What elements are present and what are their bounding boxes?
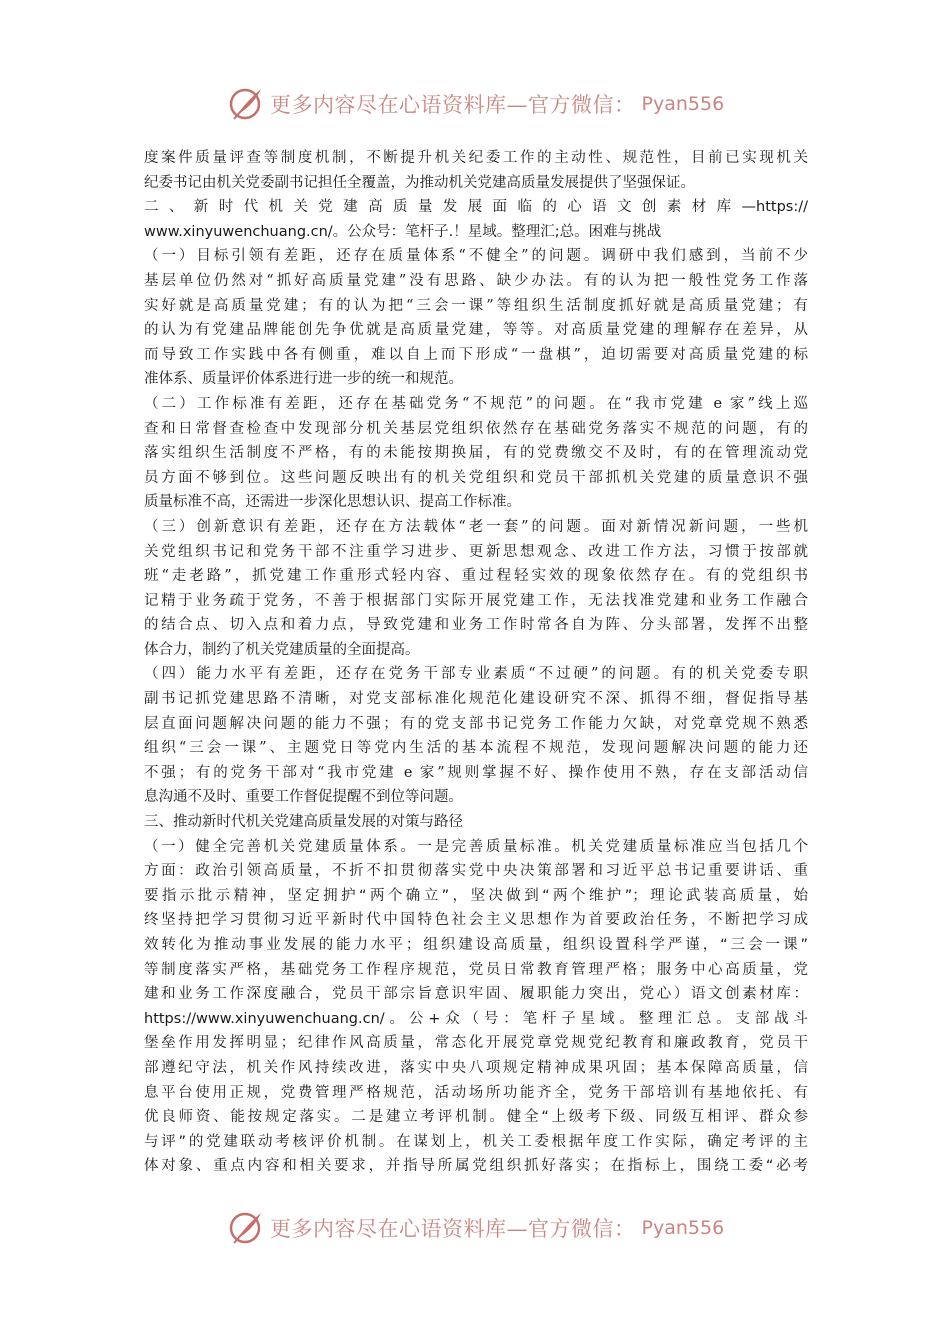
text-line: 的认为有党建品牌能创先争优就是高质量党建，等等。对高质量党建的理解存在差异，从 xyxy=(144,322,808,339)
watermark-text: 更多内容尽在心语资料库—官方微信： xyxy=(270,93,636,117)
text-line: 部遵纪守法，机关作风持续改进，落实中央八项规定精神成果巩固；基本保障高质量，信 xyxy=(144,1059,808,1076)
text-line: 层直面问题解决问题的能力不强；有的党支部书记党务工作能力欠缺，对党章党规不熟悉 xyxy=(144,715,808,732)
text-line: 记精于业务疏于党务，不善于根据部门实际开展党建工作，无法找准党建和业务工作融合 xyxy=(144,592,808,609)
header-watermark xyxy=(228,84,724,124)
text-line: 建和业务工作深度融合，党员干部宗旨意识牢固、履职能力突出，党心）语文创素材库： xyxy=(144,986,808,1003)
text-line: （四）能力水平有差距，还存在党务干部专业素质“不过硬”的问题。有的机关党委专职 xyxy=(144,666,808,683)
quill-logo-icon xyxy=(228,86,264,122)
text-line: 准体系、质量评价体系进行进一步的统一和规范。 xyxy=(144,371,463,388)
text-line: 班“走老路”，抓党建工作重形式轻内容、重过程轻实效的现象依然存在。有的党组织书 xyxy=(144,568,808,585)
text-line: 方面：政治引领高质量，不折不扣贯彻落实党中央决策部署和习近平总书记重要讲话、重 xyxy=(144,863,808,880)
section-heading: 三、推动新时代机关党建高质量发展的对策与路径 xyxy=(144,814,463,831)
text-line: （二）工作标准有差距，还存在基础党务“不规范”的问题。在“我市党建 e 家”线上巡 xyxy=(144,395,808,412)
text-line: （三）创新意识有差距，还存在方法载体“老一套”的问题。面对新情况新问题，一些机 xyxy=(144,518,808,535)
text-line: 组织“三会一课”、主题党日等党内生活的基本流程不规范，发现问题解决问题的能力还 xyxy=(144,740,808,757)
text-line: 质量标准不高，还需进一步深化思想认识、提高工作标准。 xyxy=(144,494,521,511)
text-line: 终坚持把学习贯彻习近平新时代中国特色社会主义思想作为首要政治任务，不断把学习成 xyxy=(144,912,808,929)
footer-watermark xyxy=(228,1208,724,1248)
watermark-wechat-id: Pyan556 xyxy=(641,1217,725,1239)
text-line: 度案件质量评查等制度机制，不断提升机关纪委工作的主动性、规范性，目前已实现机关 xyxy=(144,150,808,166)
text-line: 与评”的党建联动考核评价机制。在谋划上，机关工委根据年度工作实际，确定考评的主 xyxy=(144,1133,808,1150)
text-line: （一）健全完善机关党建质量体系。一是完善质量标准。机关党建质量标准应当包括几个 xyxy=(144,838,808,855)
text-line: 堡垒作用发挥明显；纪律作风高质量，常态化开展党章党规党纪教育和廉政教育，党员干 xyxy=(144,1035,808,1052)
text-line: https://www.xinyuwenchuang.cn/。公+众（号：笔杆子星域。整理汇总。支部战斗 xyxy=(144,1010,808,1027)
text-line: 落实组织生活制度不严格，有的未能按期换届，有的党费缴交不及时，有的在管理流动党 xyxy=(144,445,808,462)
text-line: 体对象、重点内容和相关要求，并指导所属党组织抓好落实；在指标上，围绕工委“必考 xyxy=(144,1158,808,1175)
text-line: 优良师资、能按规定落实。二是建立考评机制。健全“上级考下级、同级互相评、群众参 xyxy=(144,1109,808,1126)
text-line: 纪委书记由机关党委副书记担任全覆盖，为推动机关党建高质量发展提供了坚强保证。 xyxy=(144,174,695,191)
text-line: 基层单位仍然对“抓好高质量党建”没有思路、缺少办法。有的认为把一般性党务工作落 xyxy=(144,272,808,289)
text-line: 不强；有的党务干部对“我市党建 e 家”规则掌握不好、操作使用不熟，存在支部活动信 xyxy=(144,764,808,781)
text-line: （一）目标引领有差距，还存在质量体系“不健全”的问题。调研中我们感到，当前不少 xyxy=(144,248,808,265)
text-line: 等制度落实严格，基础党务工作程序规范，党员日常教育管理严格；服务中心高质量，党 xyxy=(144,961,808,978)
text-line: 副书记抓党建思路不清晰，对党支部标准化规范化建设研究不深、抓得不细，督促指导基 xyxy=(144,691,808,708)
text-line: 息平台使用正规，党费管理严格规范，活动场所功能齐全，党务干部培训有基地依托、有 xyxy=(144,1084,808,1101)
text-line: 关党组织书记和党务干部不注重学习进步、更新思想观念、改进工作方法，习惯于按部就 xyxy=(144,543,808,560)
text-line: 的结合点、切入点和着力点，导致党建和业务工作时常各自为阵、分头部署，发挥不出整 xyxy=(144,617,808,634)
watermark-wechat-id: Pyan556 xyxy=(641,93,725,115)
watermark-text: 更多内容尽在心语资料库—官方微信： xyxy=(270,1217,636,1241)
text-line: 要指示批示精神，坚定拥护“两个确立”，坚决做到“两个维护”；理论武装高质量，始 xyxy=(144,887,808,904)
text-line: 而导致工作实践中各有侧重，难以自上而下形成“一盘棋”，迫切需要对高质量党建的标 xyxy=(144,346,808,363)
text-line: 效转化为推动事业发展的能力水平；组织建设高质量，组织设置科学严谨，“三会一课” xyxy=(144,937,808,953)
quill-logo-icon xyxy=(228,1210,264,1246)
text-line: 实好就是高质量党建；有的认为把“三会一课”等组织生活制度抓好就是高质量党建；有 xyxy=(144,297,808,314)
section-heading: 二、新时代机关党建高质量发展面临的心语文创素材库—https:// xyxy=(144,199,808,216)
text-line: 息沟通不及时、重要工作督促提醒不到位等问题。 xyxy=(144,789,463,806)
text-line: 查和日常督查检查中发现部分机关基层党组织依然存在基础党务落实不规范的问题，有的 xyxy=(144,420,808,437)
document-body xyxy=(144,146,808,1179)
text-line: 员方面不够到位。这些问题反映出有的机关党组织和党员干部抓机关党建的质量意识不强 xyxy=(144,469,808,486)
section-heading: www.xinyuwenchuang.cn/。公众号：笔杆子.！星域。整理汇;总。困难与挑战 xyxy=(144,223,662,240)
text-line: 体合力，制约了机关党建质量的全面提高。 xyxy=(144,641,420,658)
